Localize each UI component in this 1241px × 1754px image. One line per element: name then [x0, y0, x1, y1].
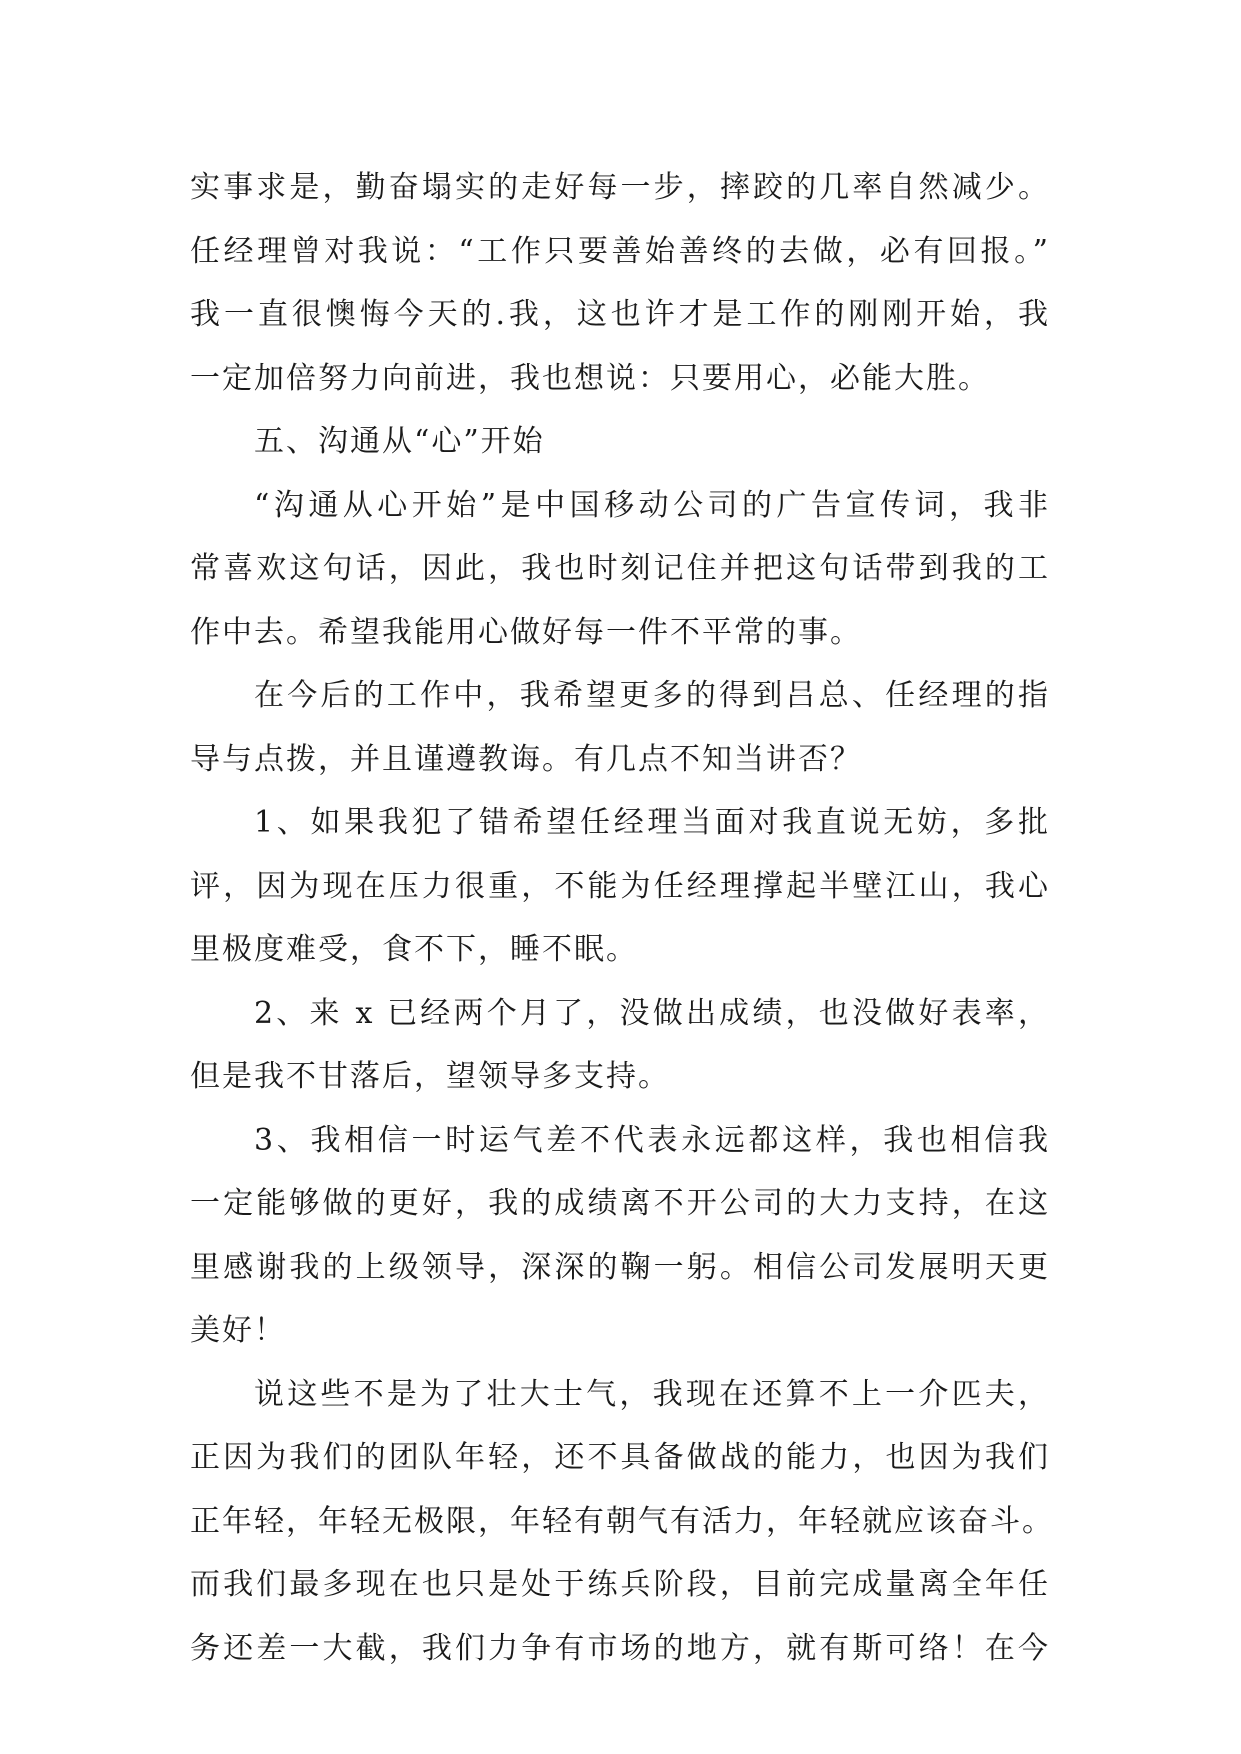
text-line: 实事求是，勤奋塌实的走好每一步，摔跤的几率自然减少。 — [190, 170, 1050, 205]
text-line: 正因为我们的团队年轻，还不具备做战的能力，也因为我们 — [190, 1440, 1050, 1475]
section-heading: 五、沟通从“心”开始 — [254, 424, 545, 459]
text-line: “沟通从心开始”是中国移动公司的广告宣传词，我非 — [254, 487, 1050, 523]
text-line: 评，因为现在压力很重，不能为任经理撑起半壁江山，我心 — [190, 868, 1050, 904]
text-line: 务还差一大截，我们力争有市场的地方，就有斯可络！在今 — [190, 1630, 1050, 1666]
list-item-1: 1、如果我犯了错希望任经理当面对我直说无妨，多批 — [254, 805, 1050, 840]
list-item-2: 2、来 x 已经两个月了，没做出成绩，也没做好表率， — [254, 995, 1050, 1031]
text-line: 正年轻，年轻无极限，年轻有朝气有活力，年轻就应该奋斗。 — [190, 1503, 1054, 1539]
text-line: 美好！ — [190, 1313, 286, 1348]
text-line: 里感谢我的上级领导，深深的鞠一躬。相信公司发展明天更 — [190, 1249, 1050, 1285]
text-line: 而我们最多现在也只是处于练兵阶段，目前完成量离全年任 — [190, 1567, 1050, 1602]
text-line: 常喜欢这句话，因此，我也时刻记住并把这句话带到我的工 — [190, 551, 1050, 586]
text-line: 导与点拨，并且谨遵教诲。有几点不知当讲否？ — [190, 741, 862, 777]
text-line: 作中去。希望我能用心做好每一件不平常的事。 — [190, 614, 862, 650]
text-line: 任经理曾对我说：“工作只要善始善终的去做，必有回报。” — [190, 233, 1050, 269]
text-line: 说这些不是为了壮大士气，我现在还算不上一介匹夫， — [254, 1376, 1050, 1412]
text-line: 在今后的工作中，我希望更多的得到吕总、任经理的指 — [254, 678, 1050, 713]
text-line: 一定能够做的更好，我的成绩离不开公司的大力支持，在这 — [190, 1186, 1050, 1221]
list-item-3: 3、我相信一时运气差不代表永远都这样，我也相信我 — [254, 1122, 1050, 1158]
text-line: 一定加倍努力向前进，我也想说：只要用心，必能大胜。 — [190, 360, 990, 396]
body-text — [190, 156, 1054, 1680]
text-line: 我一直很懊悔今天的.我，这也许才是工作的刚刚开始，我 — [190, 297, 1050, 332]
text-line: 但是我不甘落后，望领导多支持。 — [190, 1059, 670, 1094]
text-line: 里极度难受，食不下，睡不眠。 — [190, 932, 638, 967]
